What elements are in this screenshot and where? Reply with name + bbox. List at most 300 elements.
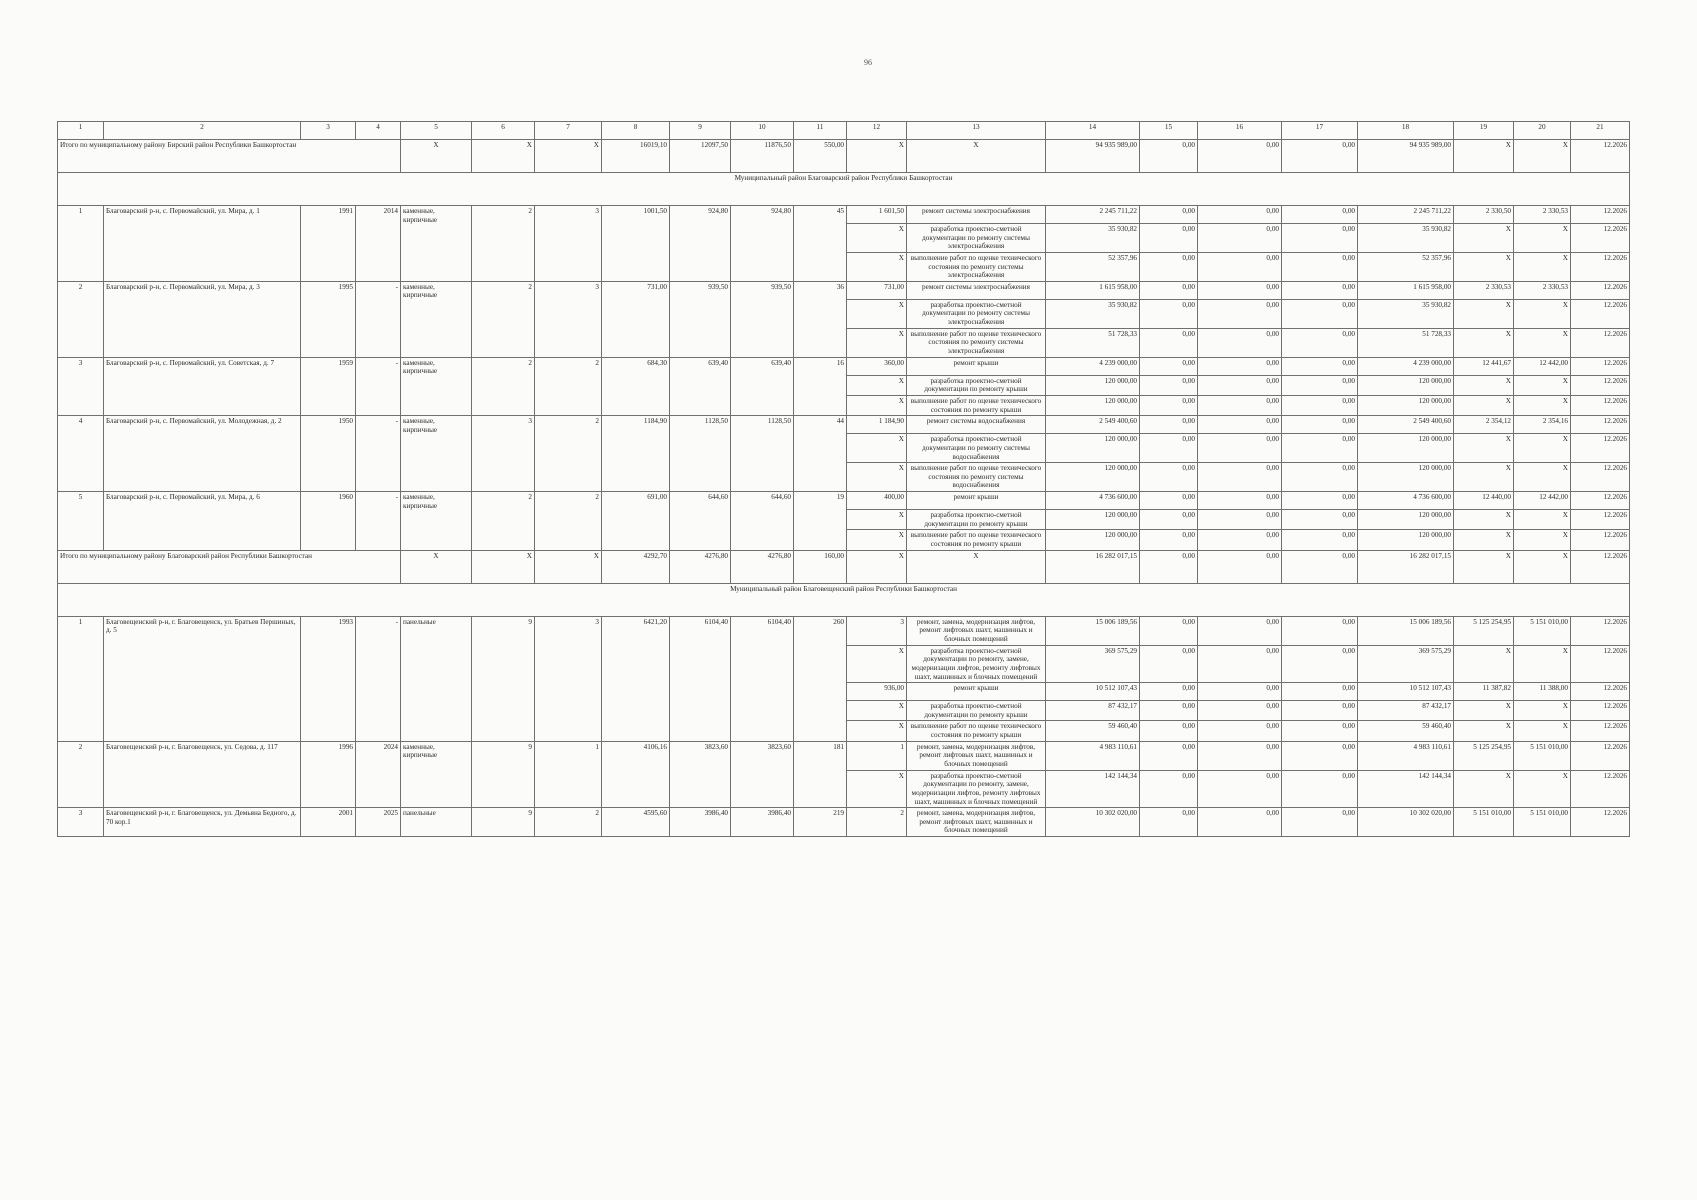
cost-fund: 0,00	[1140, 645, 1198, 683]
column-number: 4	[356, 122, 401, 140]
house-number: 3	[58, 357, 104, 416]
district-title: Муниципальный район Благоварский район Республики Башкортостан	[58, 173, 1630, 206]
cost-fund: 0,00	[1140, 375, 1198, 395]
work-type: выполнение работ по оценке технического состояния по ремонту крыши	[907, 530, 1046, 550]
work-type: разработка проектно-сметной документации по ремонту крыши	[907, 701, 1046, 721]
cost-owners: 35 930,82	[1358, 299, 1454, 328]
cost-regional: 0,00	[1198, 683, 1282, 701]
year-built: 1991	[301, 206, 356, 282]
total-cell: X	[535, 140, 602, 173]
cost-owners: 369 575,29	[1358, 645, 1454, 683]
column-number: 17	[1282, 122, 1358, 140]
column-number: 2	[104, 122, 301, 140]
work-volume: 1 601,50	[847, 206, 907, 224]
work-volume: X	[847, 375, 907, 395]
unit-cost: X	[1454, 701, 1514, 721]
total-cell: X	[401, 140, 472, 173]
unit-cost: X	[1454, 510, 1514, 530]
cost-total: 2 549 400,60	[1046, 416, 1140, 434]
cost-fund: 0,00	[1140, 434, 1198, 463]
column-number: 14	[1046, 122, 1140, 140]
area-residential: 3986,40	[731, 808, 794, 837]
house-row	[58, 492, 1630, 510]
work-type: разработка проектно-сметной документации по ремонту крыши	[907, 510, 1046, 530]
residents-count: 260	[794, 616, 847, 741]
cost-owners: 35 930,82	[1358, 224, 1454, 253]
area-residential: 644,60	[731, 492, 794, 551]
cost-owners: 120 000,00	[1358, 530, 1454, 550]
unit-cost: 2 330,53	[1454, 281, 1514, 299]
cost-regional: 0,00	[1198, 808, 1282, 837]
work-type: выполнение работ по оценке технического состояния по ремонту системы водоснабжения	[907, 463, 1046, 492]
unit-cost: X	[1454, 530, 1514, 550]
work-type: разработка проектно-сметной документации по ремонту системы электроснабжения	[907, 299, 1046, 328]
house-address: Благоварский р-н, с. Первомайский, ул. Молодежная, д. 2	[104, 416, 301, 492]
area-residential: 6104,40	[731, 616, 794, 741]
year-repair: -	[356, 357, 401, 416]
floors: 9	[472, 808, 535, 837]
unit-cost-limit: X	[1514, 395, 1571, 415]
cost-total: 120 000,00	[1046, 510, 1140, 530]
unit-cost-limit: X	[1514, 434, 1571, 463]
year-built: 2001	[301, 808, 356, 837]
cost-total: 120 000,00	[1046, 434, 1140, 463]
work-type: ремонт системы электроснабжения	[907, 281, 1046, 299]
year-built: 1960	[301, 492, 356, 551]
residents-count: 219	[794, 808, 847, 837]
unit-cost-limit: X	[1514, 721, 1571, 741]
unit-cost: X	[1454, 770, 1514, 808]
residents-count: 44	[794, 416, 847, 492]
work-type: ремонт, замена, модернизация лифтов, ремонт лифтовых шахт, машинных и блочных помещений	[907, 741, 1046, 770]
completion-date: 12.2026	[1571, 741, 1630, 770]
cost-fund: 0,00	[1140, 721, 1198, 741]
cost-total: 52 357,96	[1046, 252, 1140, 281]
completion-date: 12.2026	[1571, 416, 1630, 434]
unit-cost: X	[1454, 375, 1514, 395]
unit-cost: 2 354,12	[1454, 416, 1514, 434]
area-total: 6421,20	[602, 616, 670, 741]
repair-program-table	[57, 121, 1630, 837]
work-type: ремонт системы водоснабжения	[907, 416, 1046, 434]
cost-owners: 52 357,96	[1358, 252, 1454, 281]
house-number: 3	[58, 808, 104, 837]
year-repair: -	[356, 492, 401, 551]
year-repair: 2025	[356, 808, 401, 837]
work-type: ремонт крыши	[907, 683, 1046, 701]
area-premises: 6104,40	[670, 616, 731, 741]
column-number: 21	[1571, 122, 1630, 140]
house-number: 5	[58, 492, 104, 551]
cost-fund: 0,00	[1140, 616, 1198, 645]
unit-cost-limit: 12 442,00	[1514, 492, 1571, 510]
cost-owners: 120 000,00	[1358, 434, 1454, 463]
cost-total: 10 512 107,43	[1046, 683, 1140, 701]
area-total: 684,30	[602, 357, 670, 416]
unit-cost-limit: X	[1514, 510, 1571, 530]
cost-fund: 0,00	[1140, 328, 1198, 357]
house-address: Благовещенский р-н, г. Благовещенск, ул. Демьяна Бедного, д. 70 кор.1	[104, 808, 301, 837]
house-address: Благоварский р-н, с. Первомайский, ул. Советская, д. 7	[104, 357, 301, 416]
cost-total: 120 000,00	[1046, 530, 1140, 550]
total-cell: 16 282 017,15	[1046, 550, 1140, 583]
cost-local: 0,00	[1282, 721, 1358, 741]
unit-cost-limit: 5 151 010,00	[1514, 616, 1571, 645]
total-row	[58, 140, 1630, 173]
work-volume: 731,00	[847, 281, 907, 299]
completion-date: 12.2026	[1571, 616, 1630, 645]
cost-local: 0,00	[1282, 416, 1358, 434]
year-repair: 2024	[356, 741, 401, 807]
total-cell: X	[401, 550, 472, 583]
house-number: 4	[58, 416, 104, 492]
column-number: 13	[907, 122, 1046, 140]
cost-owners: 4 239 000,00	[1358, 357, 1454, 375]
column-number: 18	[1358, 122, 1454, 140]
floors: 3	[472, 416, 535, 492]
column-number: 11	[794, 122, 847, 140]
cost-local: 0,00	[1282, 252, 1358, 281]
wall-material: каменные, кирпичные	[401, 741, 472, 807]
work-type: выполнение работ по оценке технического состояния по ремонту системы электроснабжения	[907, 328, 1046, 357]
house-row	[58, 281, 1630, 299]
wall-material: панельные	[401, 808, 472, 837]
work-volume: 1	[847, 741, 907, 770]
column-number: 8	[602, 122, 670, 140]
column-number: 6	[472, 122, 535, 140]
cost-regional: 0,00	[1198, 701, 1282, 721]
cost-regional: 0,00	[1198, 741, 1282, 770]
cost-regional: 0,00	[1198, 375, 1282, 395]
work-type: разработка проектно-сметной документации по ремонту крыши	[907, 375, 1046, 395]
residents-count: 181	[794, 741, 847, 807]
unit-cost-limit: X	[1514, 701, 1571, 721]
entrances: 3	[535, 281, 602, 357]
area-total: 1001,50	[602, 206, 670, 282]
work-type: ремонт, замена, модернизация лифтов, ремонт лифтовых шахт, машинных и блочных помещений	[907, 808, 1046, 837]
cost-fund: 0,00	[1140, 701, 1198, 721]
cost-local: 0,00	[1282, 281, 1358, 299]
cost-regional: 0,00	[1198, 492, 1282, 510]
cost-local: 0,00	[1282, 770, 1358, 808]
cost-total: 120 000,00	[1046, 375, 1140, 395]
area-premises: 3823,60	[670, 741, 731, 807]
unit-cost-limit: 5 151 010,00	[1514, 741, 1571, 770]
completion-date: 12.2026	[1571, 224, 1630, 253]
total-cell: 12.2026	[1571, 140, 1630, 173]
unit-cost-limit: X	[1514, 299, 1571, 328]
work-type: выполнение работ по оценке технического состояния по ремонту крыши	[907, 721, 1046, 741]
house-row	[58, 616, 1630, 645]
work-volume: X	[847, 770, 907, 808]
entrances: 2	[535, 357, 602, 416]
total-cell: 0,00	[1140, 140, 1198, 173]
unit-cost-limit: 12 442,00	[1514, 357, 1571, 375]
completion-date: 12.2026	[1571, 492, 1630, 510]
cost-owners: 15 006 189,56	[1358, 616, 1454, 645]
entrances: 3	[535, 616, 602, 741]
cost-owners: 4 983 110,61	[1358, 741, 1454, 770]
district-header-row	[58, 173, 1630, 206]
work-volume: X	[847, 299, 907, 328]
column-number: 12	[847, 122, 907, 140]
cost-local: 0,00	[1282, 434, 1358, 463]
cost-fund: 0,00	[1140, 224, 1198, 253]
completion-date: 12.2026	[1571, 328, 1630, 357]
unit-cost-limit: X	[1514, 770, 1571, 808]
work-volume: 400,00	[847, 492, 907, 510]
work-volume: 1 184,90	[847, 416, 907, 434]
column-number: 16	[1198, 122, 1282, 140]
floors: 9	[472, 616, 535, 741]
area-total: 4106,16	[602, 741, 670, 807]
work-type: ремонт крыши	[907, 357, 1046, 375]
unit-cost: 12 441,67	[1454, 357, 1514, 375]
cost-total: 10 302 020,00	[1046, 808, 1140, 837]
total-cell: 0,00	[1282, 140, 1358, 173]
floors: 2	[472, 492, 535, 551]
completion-date: 12.2026	[1571, 375, 1630, 395]
unit-cost: X	[1454, 645, 1514, 683]
total-cell: X	[1454, 140, 1514, 173]
work-volume: X	[847, 645, 907, 683]
total-cell: 4276,80	[670, 550, 731, 583]
column-number: 19	[1454, 122, 1514, 140]
total-cell: X	[535, 550, 602, 583]
cost-fund: 0,00	[1140, 463, 1198, 492]
cost-fund: 0,00	[1140, 530, 1198, 550]
cost-regional: 0,00	[1198, 299, 1282, 328]
unit-cost-limit: X	[1514, 375, 1571, 395]
cost-local: 0,00	[1282, 224, 1358, 253]
total-cell: X	[847, 140, 907, 173]
work-type: разработка проектно-сметной документации по ремонту системы электроснабжения	[907, 224, 1046, 253]
cost-regional: 0,00	[1198, 416, 1282, 434]
cost-local: 0,00	[1282, 492, 1358, 510]
cost-regional: 0,00	[1198, 224, 1282, 253]
cost-local: 0,00	[1282, 510, 1358, 530]
wall-material: каменные, кирпичные	[401, 416, 472, 492]
district-title: Муниципальный район Благовещенский район Республики Башкортостан	[58, 583, 1630, 616]
work-volume: X	[847, 510, 907, 530]
unit-cost: X	[1454, 434, 1514, 463]
entrances: 2	[535, 492, 602, 551]
cost-regional: 0,00	[1198, 434, 1282, 463]
total-cell: 0,00	[1282, 550, 1358, 583]
unit-cost-limit: X	[1514, 463, 1571, 492]
floors: 2	[472, 206, 535, 282]
work-volume: 360,00	[847, 357, 907, 375]
unit-cost: 5 151 010,00	[1454, 808, 1514, 837]
year-repair: -	[356, 616, 401, 741]
wall-material: каменные, кирпичные	[401, 357, 472, 416]
cost-owners: 51 728,33	[1358, 328, 1454, 357]
cost-local: 0,00	[1282, 299, 1358, 328]
total-cell: X	[1454, 550, 1514, 583]
total-cell: 16 282 017,15	[1358, 550, 1454, 583]
house-number: 1	[58, 206, 104, 282]
total-cell: 0,00	[1198, 550, 1282, 583]
completion-date: 12.2026	[1571, 357, 1630, 375]
cost-owners: 142 144,34	[1358, 770, 1454, 808]
cost-fund: 0,00	[1140, 510, 1198, 530]
cost-local: 0,00	[1282, 645, 1358, 683]
total-label: Итого по муниципальному району Бирский район Республики Башкортостан	[58, 140, 401, 173]
column-number: 10	[731, 122, 794, 140]
work-volume: 2	[847, 808, 907, 837]
entrances: 3	[535, 206, 602, 282]
entrances: 2	[535, 808, 602, 837]
work-type: ремонт крыши	[907, 492, 1046, 510]
work-volume: X	[847, 395, 907, 415]
unit-cost: X	[1454, 463, 1514, 492]
unit-cost: 2 330,50	[1454, 206, 1514, 224]
completion-date: 12.2026	[1571, 206, 1630, 224]
column-number: 7	[535, 122, 602, 140]
cost-owners: 2 245 711,22	[1358, 206, 1454, 224]
wall-material: каменные, кирпичные	[401, 206, 472, 282]
year-repair: 2014	[356, 206, 401, 282]
residents-count: 16	[794, 357, 847, 416]
work-volume: X	[847, 721, 907, 741]
house-row	[58, 416, 1630, 434]
cost-owners: 10 512 107,43	[1358, 683, 1454, 701]
cost-total: 120 000,00	[1046, 395, 1140, 415]
completion-date: 12.2026	[1571, 395, 1630, 415]
column-number: 15	[1140, 122, 1198, 140]
unit-cost: X	[1454, 299, 1514, 328]
work-volume: X	[847, 701, 907, 721]
column-number: 9	[670, 122, 731, 140]
unit-cost: 11 387,82	[1454, 683, 1514, 701]
cost-total: 35 930,82	[1046, 224, 1140, 253]
cost-regional: 0,00	[1198, 206, 1282, 224]
total-cell: 4276,80	[731, 550, 794, 583]
completion-date: 12.2026	[1571, 252, 1630, 281]
page-number: 96	[864, 58, 872, 67]
area-premises: 939,50	[670, 281, 731, 357]
unit-cost-limit: X	[1514, 328, 1571, 357]
area-residential: 1128,50	[731, 416, 794, 492]
cost-regional: 0,00	[1198, 770, 1282, 808]
total-cell: X	[1514, 140, 1571, 173]
unit-cost-limit: 5 151 010,00	[1514, 808, 1571, 837]
completion-date: 12.2026	[1571, 645, 1630, 683]
total-cell: X	[847, 550, 907, 583]
total-cell: 94 935 989,00	[1358, 140, 1454, 173]
house-row	[58, 808, 1630, 837]
cost-owners: 59 460,40	[1358, 721, 1454, 741]
cost-fund: 0,00	[1140, 770, 1198, 808]
floors: 2	[472, 357, 535, 416]
cost-total: 4 239 000,00	[1046, 357, 1140, 375]
work-type: разработка проектно-сметной документации по ремонту, замене, модернизации лифтов, ремонту лифтовых шахт, машинных и блочных помещений	[907, 770, 1046, 808]
cost-fund: 0,00	[1140, 683, 1198, 701]
work-type: разработка проектно-сметной документации по ремонту системы водоснабжения	[907, 434, 1046, 463]
cost-local: 0,00	[1282, 328, 1358, 357]
cost-regional: 0,00	[1198, 328, 1282, 357]
area-premises: 644,60	[670, 492, 731, 551]
cost-owners: 1 615 958,00	[1358, 281, 1454, 299]
cost-local: 0,00	[1282, 357, 1358, 375]
total-cell: 0,00	[1140, 550, 1198, 583]
cost-regional: 0,00	[1198, 357, 1282, 375]
total-cell: 12097,50	[670, 140, 731, 173]
column-number: 5	[401, 122, 472, 140]
work-volume: 936,00	[847, 683, 907, 701]
wall-material: каменные, кирпичные	[401, 492, 472, 551]
total-label: Итого по муниципальному району Благоварский район Республики Башкортостан	[58, 550, 401, 583]
unit-cost: X	[1454, 395, 1514, 415]
cost-owners: 120 000,00	[1358, 395, 1454, 415]
completion-date: 12.2026	[1571, 701, 1630, 721]
unit-cost-limit: 2 354,16	[1514, 416, 1571, 434]
area-premises: 639,40	[670, 357, 731, 416]
area-premises: 3986,40	[670, 808, 731, 837]
cost-total: 4 736 600,00	[1046, 492, 1140, 510]
unit-cost: X	[1454, 721, 1514, 741]
cost-fund: 0,00	[1140, 252, 1198, 281]
cost-regional: 0,00	[1198, 510, 1282, 530]
total-cell: 16019,10	[602, 140, 670, 173]
house-number: 1	[58, 616, 104, 741]
house-address: Благоварский р-н, с. Первомайский, ул. Мира, д. 6	[104, 492, 301, 551]
cost-local: 0,00	[1282, 741, 1358, 770]
area-residential: 639,40	[731, 357, 794, 416]
total-cell: X	[907, 550, 1046, 583]
total-cell: 94 935 989,00	[1046, 140, 1140, 173]
year-built: 1995	[301, 281, 356, 357]
total-row	[58, 550, 1630, 583]
cost-local: 0,00	[1282, 530, 1358, 550]
cost-local: 0,00	[1282, 701, 1358, 721]
house-address: Благоварский р-н, с. Первомайский, ул. Мира, д. 1	[104, 206, 301, 282]
total-cell: 160,00	[794, 550, 847, 583]
entrances: 2	[535, 416, 602, 492]
work-volume: 3	[847, 616, 907, 645]
cost-local: 0,00	[1282, 206, 1358, 224]
work-type: выполнение работ по оценке технического состояния по ремонту системы электроснабжения	[907, 252, 1046, 281]
work-type: разработка проектно-сметной документации по ремонту, замене, модернизации лифтов, ремонту лифтовых шахт, машинных и блочных помещений	[907, 645, 1046, 683]
column-number: 20	[1514, 122, 1571, 140]
cost-fund: 0,00	[1140, 206, 1198, 224]
completion-date: 12.2026	[1571, 770, 1630, 808]
cost-fund: 0,00	[1140, 299, 1198, 328]
column-number-row	[58, 122, 1630, 140]
work-volume: X	[847, 328, 907, 357]
total-cell: 0,00	[1198, 140, 1282, 173]
house-address: Благовещенский р-н, г. Благовещенск, ул. Седова, д. 117	[104, 741, 301, 807]
cost-local: 0,00	[1282, 616, 1358, 645]
cost-owners: 120 000,00	[1358, 375, 1454, 395]
wall-material: каменные, кирпичные	[401, 281, 472, 357]
unit-cost-limit: X	[1514, 645, 1571, 683]
cost-owners: 120 000,00	[1358, 510, 1454, 530]
unit-cost-limit: X	[1514, 252, 1571, 281]
entrances: 1	[535, 741, 602, 807]
work-type: ремонт системы электроснабжения	[907, 206, 1046, 224]
cost-local: 0,00	[1282, 375, 1358, 395]
cost-local: 0,00	[1282, 463, 1358, 492]
work-volume: X	[847, 463, 907, 492]
district-header-row	[58, 583, 1630, 616]
work-volume: X	[847, 530, 907, 550]
area-residential: 939,50	[731, 281, 794, 357]
work-volume: X	[847, 434, 907, 463]
unit-cost-limit: X	[1514, 224, 1571, 253]
cost-owners: 10 302 020,00	[1358, 808, 1454, 837]
cost-owners: 120 000,00	[1358, 463, 1454, 492]
